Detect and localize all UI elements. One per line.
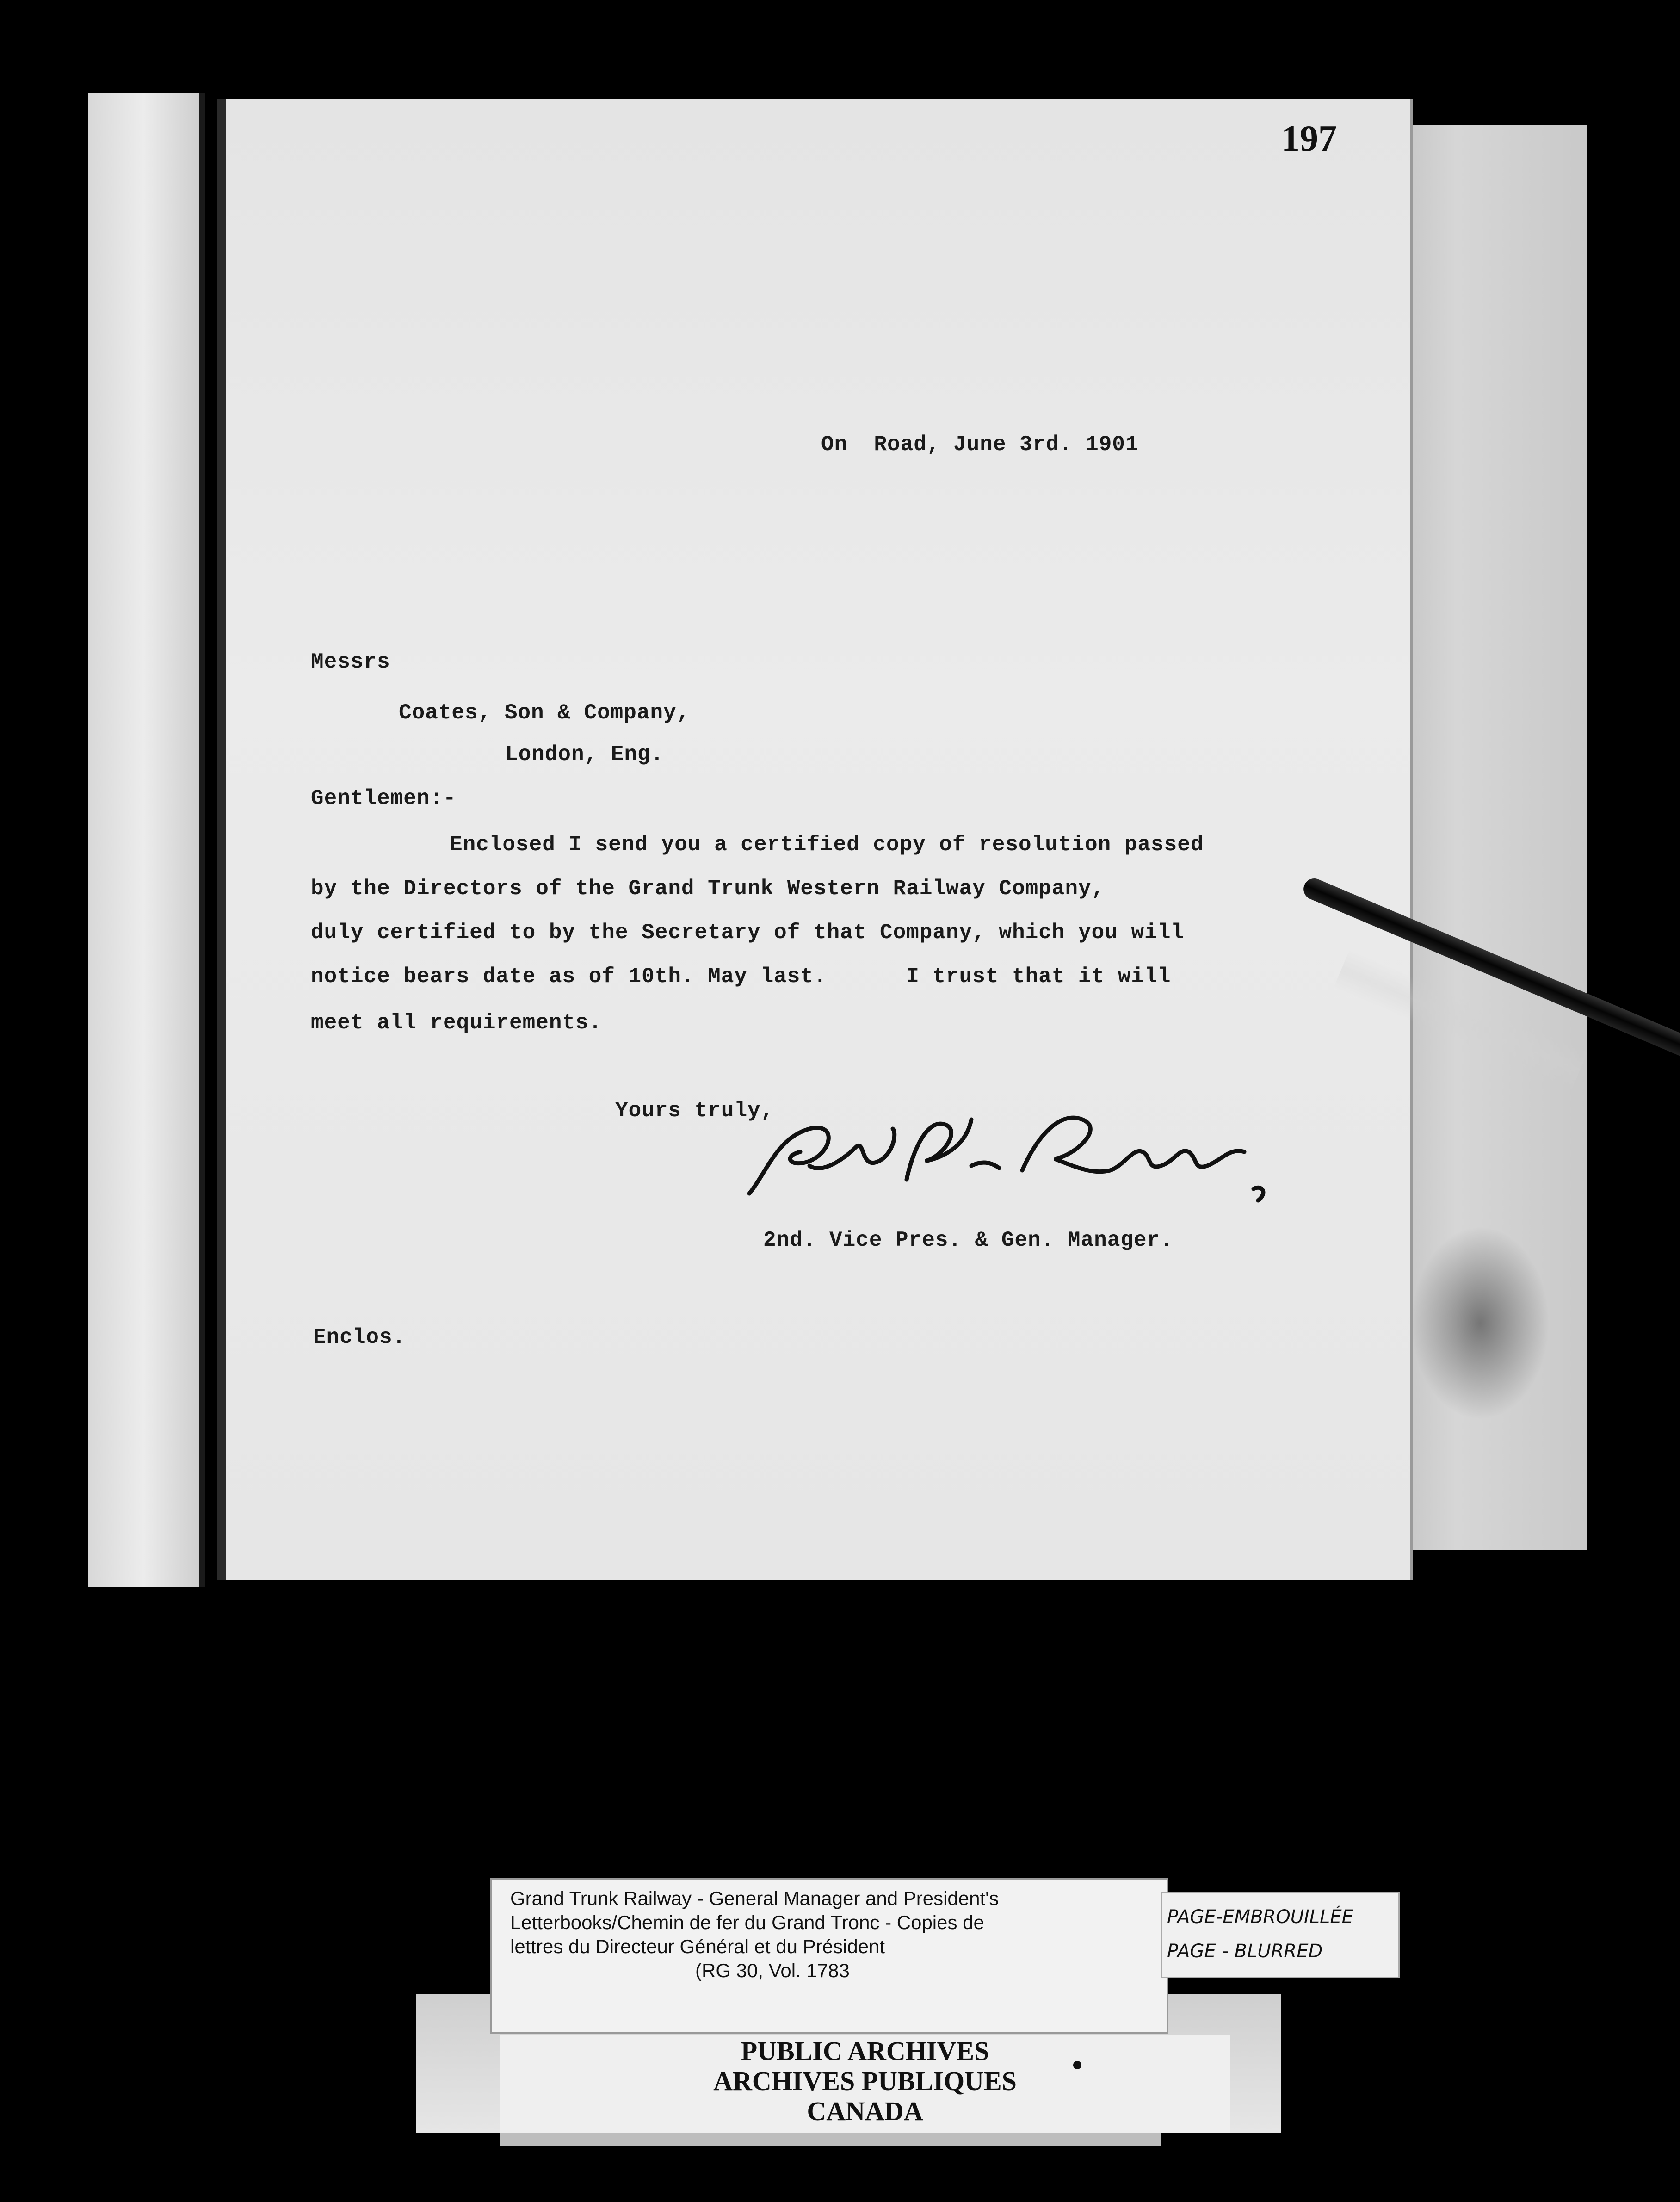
signer-title: 2nd. Vice Pres. & Gen. Manager. [763,1228,1174,1252]
blur-note-french: PAGE-EMBROUILLÉE [1167,1906,1353,1928]
blurred-page-tag [1161,1892,1400,1978]
label-line: Grand Trunk Railway - General Manager and President's [510,1887,999,1909]
page-number: 197 [1281,118,1337,159]
archive-stamp [500,2035,1230,2133]
body-line: meet all requirements. [311,1011,602,1035]
left-page-edge [88,93,205,1587]
salutation-prefix: Messrs [311,650,390,674]
closing: Yours truly, [615,1099,774,1123]
stamp-line: ARCHIVES PUBLIQUES [713,2066,1017,2096]
stamp-line: CANADA [807,2096,923,2126]
enclosure-note: Enclos. [313,1325,406,1349]
archive-label-card [490,1878,1168,2034]
page-shadow [1411,1226,1550,1420]
label-line: (RG 30, Vol. 1783 [695,1960,850,1981]
stamp-base-strip [500,2133,1161,2146]
recipient-city: London, Eng. [505,742,664,767]
handwritten-signature [740,1101,1272,1221]
body-line: by the Directors of the Grand Trunk Western Railway Company, [311,877,1105,901]
recipient-name: Coates, Son & Company, [399,701,690,725]
stamp-dot [1073,2061,1081,2069]
body-line: duly certified to by the Secretary of that Company, which you will [311,921,1184,945]
label-line: lettres du Directeur Général et du Président [510,1936,885,1957]
stamp-line: PUBLIC ARCHIVES [741,2036,989,2066]
dateline: On Road, June 3rd. 1901 [821,433,1139,457]
body-line: notice bears date as of 10th. May last. I trust that it will [311,965,1171,989]
greeting: Gentlemen:- [311,786,457,810]
label-line: Letterbooks/Chemin de fer du Grand Tronc - Copies de [510,1911,984,1933]
blur-note-english: PAGE - BLURRED [1167,1941,1323,1962]
body-line: Enclosed I send you a certified copy of resolution passed [450,833,1204,857]
